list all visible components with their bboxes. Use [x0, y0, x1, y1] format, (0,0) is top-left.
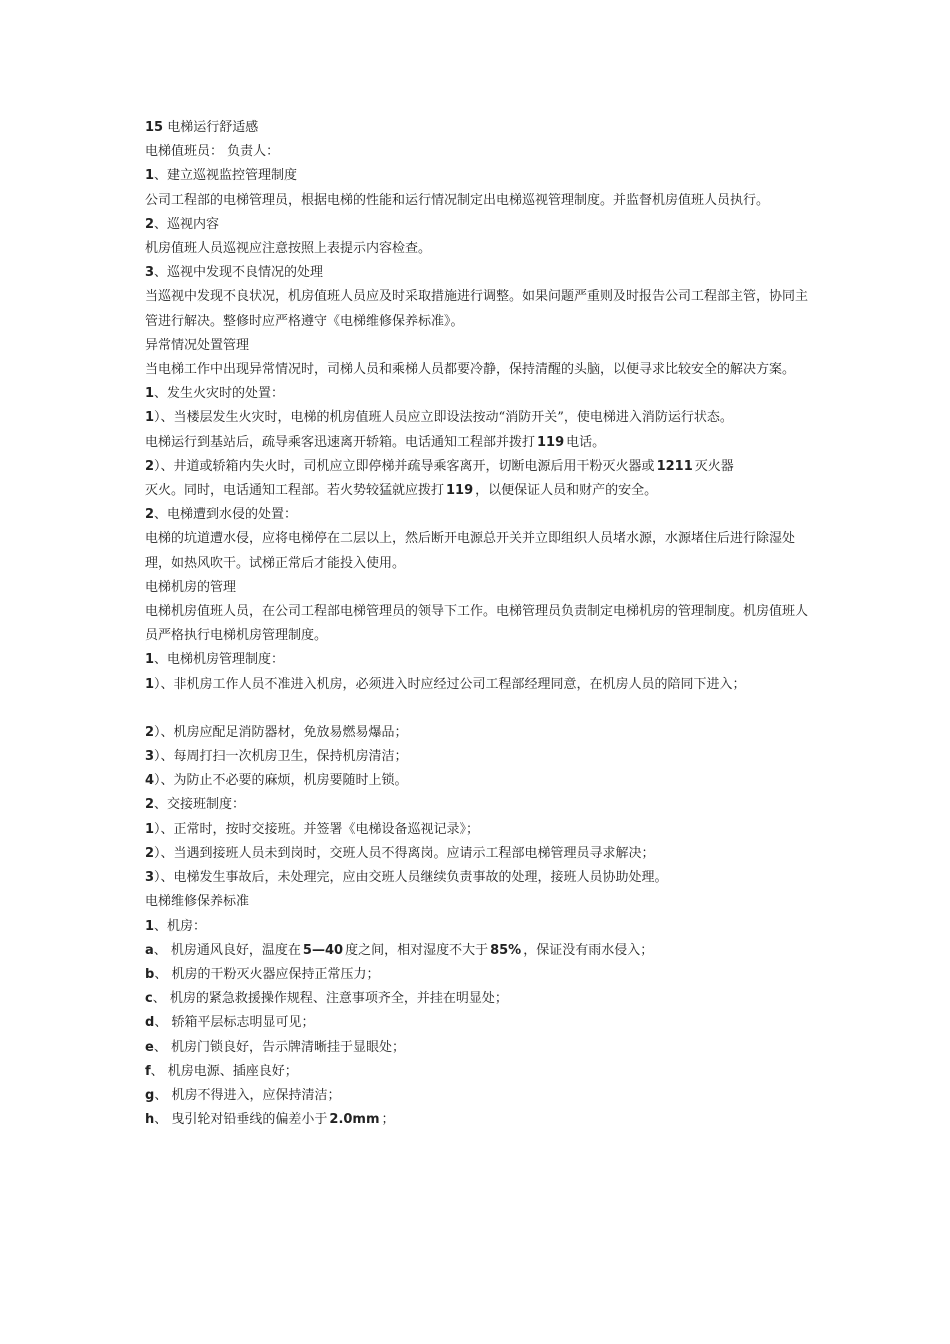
line-text: 、发生火灾时的处置： [154, 386, 285, 402]
line-text: ，保证没有雨水侵入； [523, 942, 654, 958]
line-text: ）、机房应配足消防器材，免放易燃易爆品； [154, 724, 408, 740]
text-line [145, 261, 815, 285]
line-text: 度之间，相对湿度不大于 [345, 942, 489, 958]
number-label: e [145, 1039, 154, 1055]
number-label: 1211 [656, 458, 693, 474]
line-text: 灭火。同时，电话通知工程部。若火势较猛就应拨打 [145, 483, 445, 499]
text-line [145, 1011, 815, 1035]
line-text: 、巡视中发现不良情况的处理 [154, 265, 324, 281]
text-line [145, 503, 815, 527]
text-line [145, 648, 815, 672]
line-text: 电梯机房的管理 [145, 579, 237, 595]
number-label: b [145, 966, 155, 982]
line-text: 、交接班制度： [154, 797, 246, 813]
line-text: 、电梯机房管理制度： [154, 652, 285, 668]
line-text: ）、每周打扫一次机房卫生，保持机房清洁； [154, 749, 408, 765]
text-line [145, 600, 815, 648]
text-line [145, 818, 815, 842]
text-line [145, 164, 815, 188]
text-line [145, 673, 815, 697]
line-text: ； [381, 1112, 395, 1128]
line-text: 当电梯工作中出现异常情况时，司梯人员和乘梯人员都要冷静，保持清醒的头脑，以便寻求比较安全的解决方案。 [145, 362, 796, 378]
text-line [145, 745, 815, 769]
text-line [145, 431, 815, 455]
text-line [145, 334, 815, 358]
number-label: 3 [145, 870, 155, 886]
line-text: ，以便保证人员和财产的安全。 [475, 483, 658, 499]
text-line [145, 1108, 815, 1132]
text-line [145, 479, 815, 503]
number-label: 1 [145, 821, 155, 837]
number-label: a [145, 942, 154, 958]
number-label: 1 [145, 410, 155, 426]
number-label: 4 [145, 773, 155, 789]
line-text: ）、井道或轿箱内失火时，司机应立即停梯并疏导乘客离开，切断电源后用干粉灭火器或 [154, 458, 655, 474]
line-text: ）、为防止不必要的麻烦，机房要随时上锁。 [154, 773, 408, 789]
line-text: 灭火器 [694, 458, 734, 474]
line-text: 、 机房的干粉灭火器应保持正常压力； [154, 966, 380, 982]
number-label: 2 [145, 797, 155, 813]
text-line [145, 406, 815, 430]
text-line [145, 1060, 815, 1084]
line-text: 、巡视内容 [154, 216, 220, 232]
text-line [145, 939, 815, 963]
number-label: 2 [145, 507, 155, 523]
text-line [145, 963, 815, 987]
text-line [145, 285, 815, 333]
number-label: 1 [145, 168, 155, 184]
line-text: ）、当楼层发生火灾时，电梯的机房值班人员应立即设法按动“消防开关”，使电梯进入消防运行状态。 [154, 410, 733, 426]
line-text: 、电梯遭到水侵的处置： [154, 507, 298, 523]
line-text: 公司工程部的电梯管理员，根据电梯的性能和运行情况制定出电梯巡视管理制度。并监督机房值班人员执行。 [145, 192, 770, 208]
number-label: f [145, 1063, 151, 1079]
text-line [145, 1036, 815, 1060]
number-label: 15 [145, 120, 164, 135]
number-label: d [145, 1015, 155, 1031]
line-text: 电梯运行到基站后，疏导乘客迅速离开轿箱。电话通知工程部并拨打 [145, 434, 536, 450]
blank-line [145, 697, 815, 721]
text-line [145, 987, 815, 1011]
number-label: 85% [490, 942, 522, 958]
number-label: h [145, 1112, 155, 1128]
number-label: c [145, 991, 153, 1007]
text-line [145, 527, 815, 575]
line-text: 机房值班人员巡视应注意按照上表提示内容检查。 [145, 241, 432, 257]
line-text: 电梯机房值班人员，在公司工程部电梯管理员的领导下工作。电梯管理员负责制定电梯机房的管理制度。机房值班人员严格执行电梯机房管理制度。 [145, 604, 809, 644]
line-text: 、 机房的紧急救援操作规程、注意事项齐全，并挂在明显处； [152, 991, 508, 1007]
number-label: 119 [446, 483, 474, 499]
text-line [145, 915, 815, 939]
text-line [145, 213, 815, 237]
number-label: 5—40 [302, 942, 344, 958]
text-line [145, 721, 815, 745]
text-line [145, 793, 815, 817]
number-label: 2 [145, 845, 155, 861]
document-body [145, 116, 815, 1132]
number-label: 2.0mm [329, 1112, 380, 1128]
line-text: 电话。 [566, 434, 606, 450]
line-text: ）、非机房工作人员不准进入机房，必须进入时应经过公司工程部经理同意，在机房人员的陪同下进入； [154, 676, 746, 692]
line-text: 、 曳引轮对铅垂线的偏差小于 [154, 1112, 328, 1128]
number-label: 2 [145, 216, 155, 232]
line-text: 、 轿箱平层标志明显可见； [154, 1015, 315, 1031]
text-line [145, 455, 815, 479]
number-label: 1 [145, 676, 155, 692]
number-label: 1 [145, 386, 155, 402]
line-text: 、 机房通风良好，温度在 [153, 942, 301, 958]
line-text: 、建立巡视监控管理制度 [154, 168, 298, 184]
text-line [145, 576, 815, 600]
text-line [145, 866, 815, 890]
number-label: 1 [145, 918, 155, 934]
text-line [145, 189, 815, 213]
line-text: 当巡视中发现不良状况，机房值班人员应及时采取措施进行调整。如果问题严重则及时报告公司工程部主管，协同主管进行解决。整修时应严格遵守《电梯维修保养标准》。 [145, 289, 809, 329]
line-text: 、机房： [154, 918, 207, 934]
number-label: g [145, 1087, 155, 1103]
text-line [145, 116, 815, 140]
text-line [145, 842, 815, 866]
text-line [145, 769, 815, 793]
text-line [145, 237, 815, 261]
line-text: 电梯维修保养标准 [145, 894, 250, 910]
number-label: 3 [145, 749, 155, 765]
line-text: 、 机房门锁良好，告示牌清晰挂于显眼处； [153, 1039, 405, 1055]
text-line [145, 890, 815, 914]
line-text: 、 机房电源、插座良好； [150, 1063, 298, 1079]
number-label: 3 [145, 265, 155, 281]
number-label: 1 [145, 652, 155, 668]
line-text: 电梯的坑道遭水侵，应将电梯停在二层以上，然后断开电源总开关并立即组织人员堵水源，水源堵住后进行除湿处理，如热风吹干。试梯正常后才能投入使用。 [145, 531, 796, 571]
line-text: ）、电梯发生事故后，未处理完，应由交班人员继续负责事故的处理，接班人员协助处理。 [154, 870, 668, 886]
line-text: 、 机房不得进入，应保持清洁； [154, 1087, 341, 1103]
number-label: 2 [145, 458, 155, 474]
line-text: 电梯值班员： 负责人： [145, 144, 280, 160]
number-label: 2 [145, 724, 155, 740]
number-label: 119 [537, 434, 565, 450]
text-line [145, 358, 815, 382]
line-text: ）、当遇到接班人员未到岗时，交班人员不得离岗。应请示工程部电梯管理员寻求解决； [154, 845, 655, 861]
text-line [145, 140, 815, 164]
text-line [145, 1084, 815, 1108]
line-text: 异常情况处置管理 [145, 337, 250, 353]
line-text: 电梯运行舒适感 [167, 120, 259, 135]
text-line [145, 382, 815, 406]
line-text: ）、正常时，按时交接班。并签署《电梯设备巡视记录》； [154, 821, 480, 837]
